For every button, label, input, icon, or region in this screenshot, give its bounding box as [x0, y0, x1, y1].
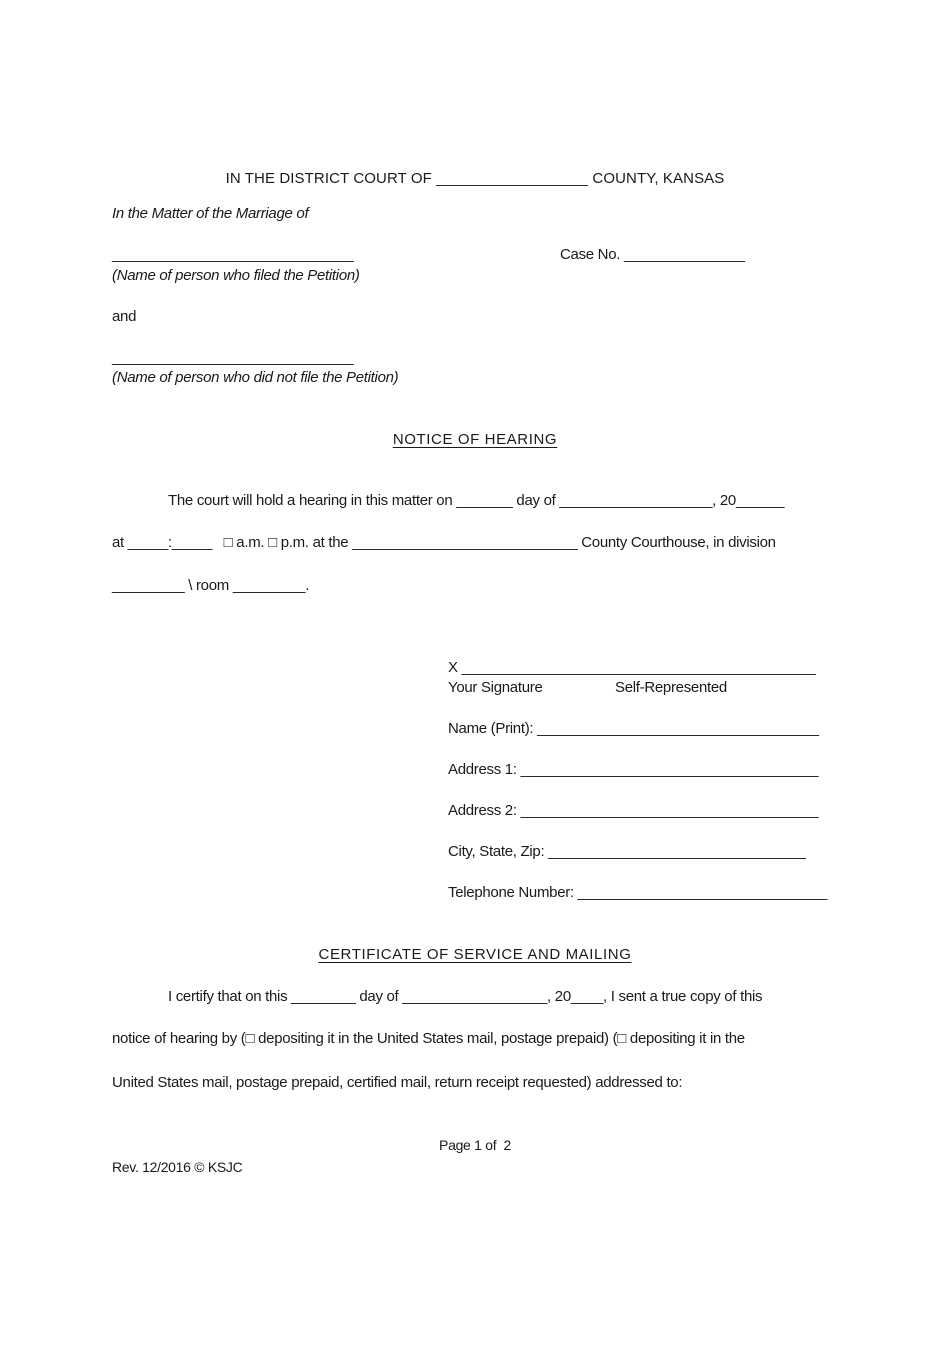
your-signature-label: Your Signature [448, 679, 543, 696]
certificate-line-2[interactable]: notice of hearing by (□ depositing it in the United States mail, postage prepaid) (□ depositing it in the [112, 1030, 745, 1047]
court-header: IN THE DISTRICT COURT OF __________________ COUNTY, KANSAS [225, 170, 725, 187]
matter-of-text: In the Matter of the Marriage of [112, 205, 309, 222]
petitioner-caption: (Name of person who filed the Petition) [112, 267, 360, 284]
self-represented-label: Self-Represented [615, 679, 727, 696]
and-text: and [112, 308, 137, 325]
petitioner-name-blank[interactable]: ______________________________ [112, 246, 354, 263]
case-number-field[interactable]: Case No. _______________ [560, 246, 745, 263]
respondent-name-blank[interactable]: ______________________________ [112, 349, 354, 366]
page-number: Page 1 of 2 [439, 1137, 511, 1153]
notice-of-hearing-title: NOTICE OF HEARING [392, 431, 558, 448]
certificate-line-1[interactable]: I certify that on this ________ day of __________________, 20____, I sent a true copy of this [168, 988, 763, 1005]
telephone-field[interactable]: Telephone Number: _______________________________ [448, 884, 827, 901]
certificate-title: CERTIFICATE OF SERVICE AND MAILING [318, 946, 632, 963]
name-print-field[interactable]: Name (Print): ___________________________________ [448, 720, 819, 737]
certificate-line-3: United States mail, postage prepaid, certified mail, return receipt requested) addressed to: [112, 1074, 683, 1091]
hearing-division-room-line[interactable]: _________ \ room _________. [112, 577, 310, 594]
hearing-time-location-line[interactable]: at _____:_____ □ a.m. □ p.m. at the ____________________________ County Courthouse, in division [112, 534, 776, 551]
revision-footer: Rev. 12/2016 © KSJC [112, 1159, 243, 1175]
respondent-caption: (Name of person who did not file the Petition) [112, 369, 399, 386]
city-state-zip-field[interactable]: City, State, Zip: ________________________________ [448, 843, 806, 860]
address2-field[interactable]: Address 2: _____________________________________ [448, 802, 819, 819]
hearing-date-line[interactable]: The court will hold a hearing in this matter on _______ day of ___________________, 20______ [168, 492, 785, 509]
address1-field[interactable]: Address 1: _____________________________________ [448, 761, 819, 778]
signature-line[interactable]: X ____________________________________________ [448, 659, 816, 676]
